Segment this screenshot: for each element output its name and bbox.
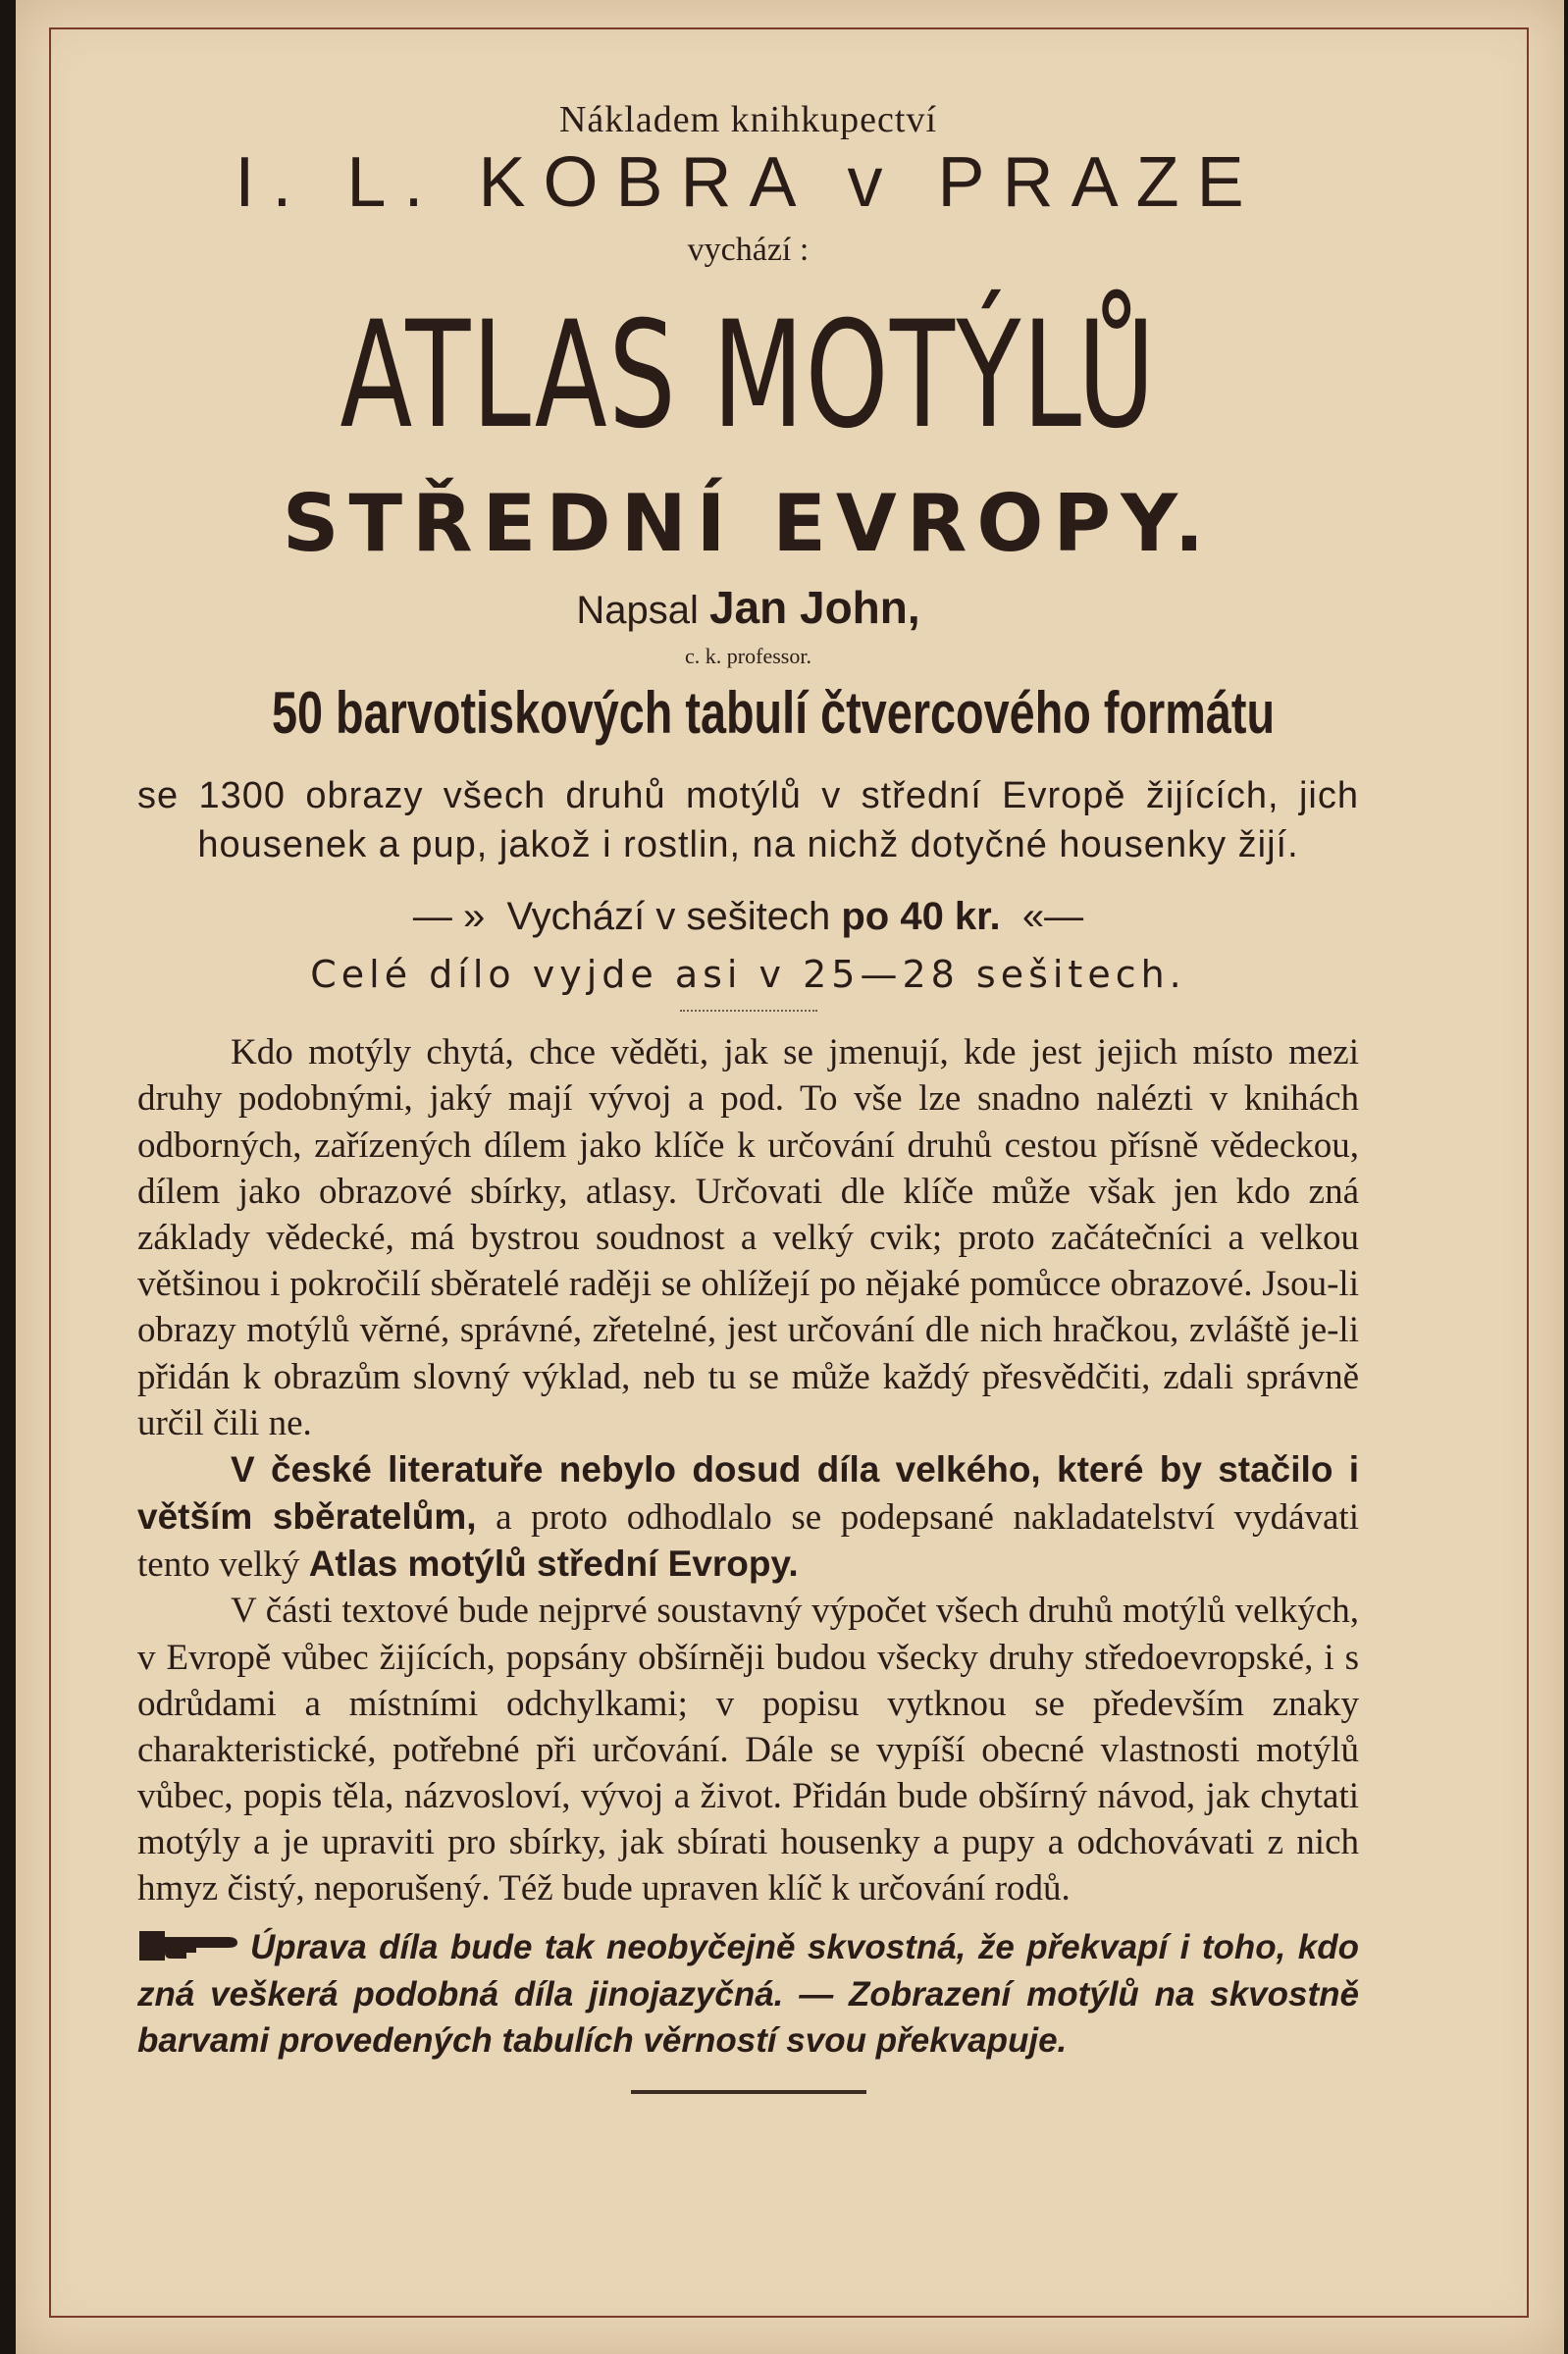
body-text (137, 1029, 1359, 1911)
advertisement (137, 98, 1359, 2094)
publisher-name: I. L. KOBRA v PRAZE (235, 143, 1262, 222)
paragraph-3: V části textové bude nejprvé soustavný výpočet všech druhů motýlů velkých, v Evropě vůbec žijících, popsány obšírněji budou všecky druhy středoevropské, i s odrůdami a místními odchylkami; v popisu vytknou se především znaky charakteristické, potřebné při určování. Dále se vypíší obecné vlastnosti motýlů vůbec, popis těla, názvosloví, vývoj a život. Přidán bude obšírný návod, jak chytati motýly a je upraviti pro sbírky, jak sbírati housenky a pupy a odchovávati z nich hmyz čistý, neporušený. Též bude upraven klíč k určování rodů. (137, 1591, 1359, 1909)
plates-heading: 50 barvotiskových tabulí čtvercového formátu (271, 680, 1276, 746)
publisher-line: Nákladem knihkupectví (558, 99, 938, 140)
bottom-rule (631, 2090, 866, 2094)
author-line (137, 581, 1359, 634)
pointing-hand-icon (137, 1927, 240, 1964)
paragraph-2-text: a proto odhodlalo se podepsané nakladatelství vydávati tento velký (137, 1497, 1359, 1586)
description: se 1300 obrazy všech druhů motýlů v střední Evropě žijících, jich housenek a pup, jakož i rostlin, na nichž dotyčné housenky žijí. (137, 775, 1359, 866)
arrow-right-icon: — » (412, 895, 497, 939)
author-title: c. k. professor. (685, 644, 811, 668)
author-name: Jan John, (708, 582, 920, 633)
page-subtitle: STŘEDNÍ EVROPY. (282, 478, 1215, 569)
paragraph-2 (137, 1446, 1359, 1589)
paragraph-2-atlas: Atlas motýlů střední Evropy. (308, 1543, 799, 1585)
note-text: Úprava díla bude tak neobyčejně skvostná, že překvapí i toho, kdo zná veškerá podobná díla jinojazyčná. — Zobrazení motýlů na skvostně barvami provedených tabulích věrností svou překvapuje. (137, 1927, 1359, 2061)
paragraph-1: Kdo motýly chytá, chce věděti, jak se jmenují, kde jest jejich místo mezi druhy podobnými, jaký mají vývoj a pod. To vše lze snadno nalézti v knihách odborných, zařízených dílem jako klíče k určování druhů cestou přísně vědeckou, dílem jako obrazové sbírky, atlasy. Určovati dle klíče může však jen kdo zná základy vědecké, má bystrou soudnost a velký cvik; proto začátečníci a velkou většinou i pokročilí sběratelé raději se ohlížejí po nějaké pomůcce obrazové. Jsou-li obrazy motýlů věrné, správné, zřetelné, jest určování dle nich hračkou, zvláště je-li přidán k obrazům slovný výklad, neb tu se může každý přesvědčiti, zdali správně určil čili ne. (137, 1032, 1359, 1443)
paragraph-2-bold: V české literatuře nebylo dosud díla velkého, které by stačilo i větším sběratelům, (137, 1448, 1359, 1538)
issuing-label: vychází : (687, 232, 810, 268)
note (137, 1924, 1359, 2066)
author-prefix: Napsal (576, 589, 699, 632)
issue-text: Vychází v sešitech (506, 895, 831, 939)
complete-work-line: Celé dílo vyjde asi v 25—28 sešitech. (310, 953, 1186, 997)
arrow-left-icon: «— (1011, 895, 1084, 939)
issue-line (137, 895, 1359, 939)
page-title: ATLAS MOTÝLŮ (340, 290, 1157, 461)
ornament-divider (680, 1010, 817, 1012)
issue-price: po 40 kr. (841, 895, 1001, 939)
